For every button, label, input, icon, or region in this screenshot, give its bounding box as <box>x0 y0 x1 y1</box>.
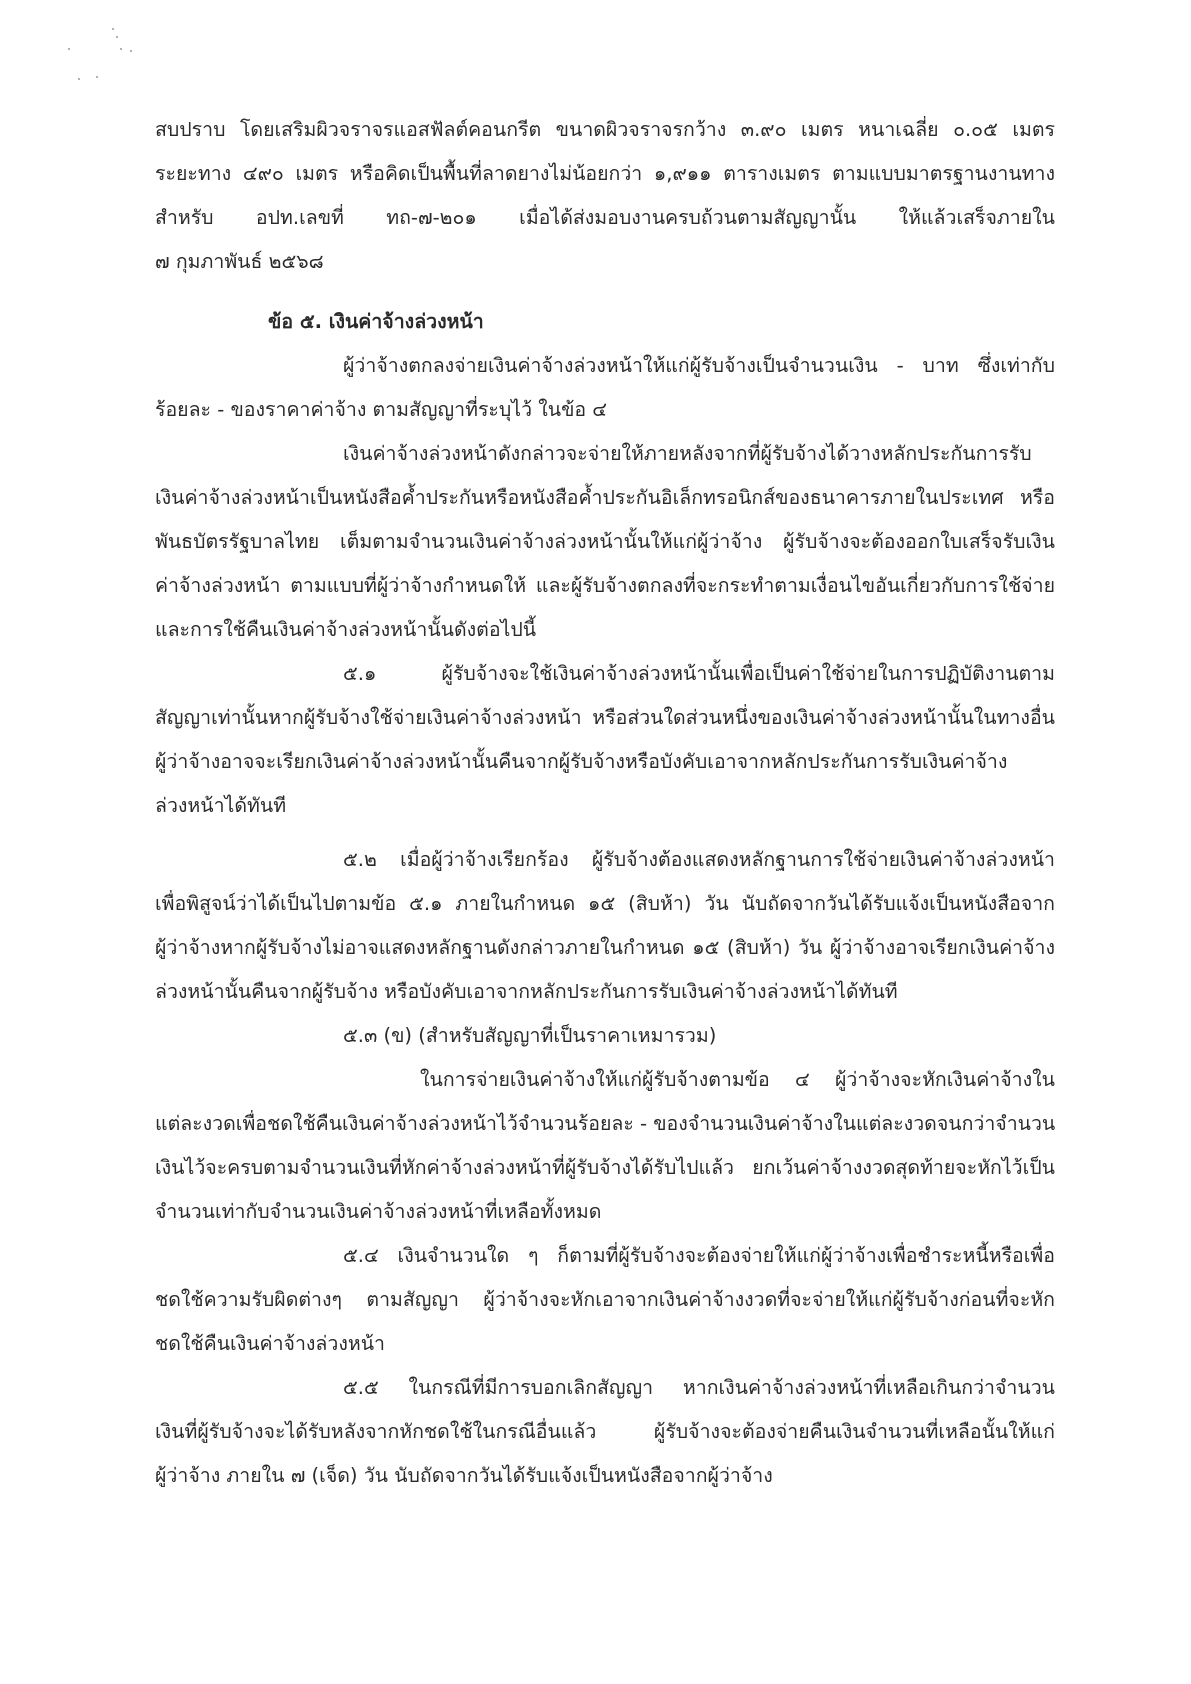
text-line: ๕.๒ เมื่อผู้ว่าจ้างเรียกร้อง ผู้รับจ้างต้องแสดงหลักฐานการใช้จ่ายเงินค่าจ้างล่วงหน้า <box>343 848 1055 871</box>
text-line: ผู้ว่าจ้าง ภายใน ๗ (เจ็ด) วัน นับถัดจากวันได้รับแจ้งเป็นหนังสือจากผู้ว่าจ้าง <box>155 1464 773 1487</box>
text-line: เงินไว้จะครบตามจำนวนเงินที่หักค่าจ้างล่วงหน้าที่ผู้รับจ้างได้รับไปแล้ว ยกเว้นค่าจ้างงวดสุดท้ายจะหักไว้เป็น <box>155 1156 1055 1179</box>
text-line: และการใช้คืนเงินค่าจ้างล่วงหน้านั้นดังต่อไปนี้ <box>155 618 537 641</box>
text-line: ๕.๕ ในกรณีที่มีการบอกเลิกสัญญา หากเงินค่าจ้างล่วงหน้าที่เหลือเกินกว่าจำนวน <box>343 1376 1055 1399</box>
text-line: ระยะทาง ๔๙๐ เมตร หรือคิดเป็นพื้นที่ลาดยางไม่น้อยกว่า ๑,๙๑๑ ตารางเมตร ตามแบบมาตรฐานงานทาง <box>155 162 1055 185</box>
text-line: เงินค่าจ้างล่วงหน้าเป็นหนังสือค้ำประกันหรือหนังสือค้ำประกันอิเล็กทรอนิกส์ของธนาคารภายในประเทศ หรือ <box>155 486 1055 509</box>
text-line: สบปราบ โดยเสริมผิวจราจรแอสฟัลต์คอนกรีต ขนาดผิวจราจรกว้าง ๓.๙๐ เมตร หนาเฉลี่ย ๐.๐๕ เมตร <box>155 118 1055 141</box>
text-line: ในการจ่ายเงินค่าจ้างให้แก่ผู้รับจ้างตามข้อ ๔ ผู้ว่าจ้างจะหักเงินค่าจ้างใน <box>420 1068 1055 1091</box>
text-line: ร้อยละ - ของราคาค่าจ้าง ตามสัญญาที่ระบุไว้ ในข้อ ๔ <box>155 398 608 421</box>
text-line: ผู้ว่าจ้างตกลงจ่ายเงินค่าจ้างล่วงหน้าให้แก่ผู้รับจ้างเป็นจำนวนเงิน - บาท ซึ่งเท่ากับ <box>343 354 1055 377</box>
clause-heading: ข้อ ๕. เงินค่าจ้างล่วงหน้า <box>268 310 484 333</box>
scan-marks <box>60 20 160 90</box>
clause-title: ๕.๓ (ข) (สำหรับสัญญาที่เป็นราคาเหมารวม) <box>343 1024 717 1047</box>
text-line: ๗ กุมภาพันธ์ ๒๕๖๘ <box>155 250 324 273</box>
text-line: แต่ละงวดเพื่อชดใช้คืนเงินค่าจ้างล่วงหน้าไว้จำนวนร้อยละ - ของจำนวนเงินค่าจ้างในแต่ละงวดจนกว่าจำนวน <box>155 1112 1056 1135</box>
text-line: ผู้ว่าจ้างหากผู้รับจ้างไม่อาจแสดงหลักฐานดังกล่าวภายในกำหนด ๑๕ (สิบห้า) วัน ผู้ว่าจ้างอาจเรียกเงินค่าจ้าง <box>155 936 1055 959</box>
text-line: ๕.๑ ผู้รับจ้างจะใช้เงินค่าจ้างล่วงหน้านั้นเพื่อเป็นค่าใช้จ่ายในการปฏิบัติงานตาม <box>343 662 1055 685</box>
text-line: เงินค่าจ้างล่วงหน้าดังกล่าวจะจ่ายให้ภายหลังจากที่ผู้รับจ้างได้วางหลักประกันการรับ <box>343 442 1032 465</box>
text-line: พันธบัตรรัฐบาลไทย เต็มตามจำนวนเงินค่าจ้างล่วงหน้านั้นให้แก่ผู้ว่าจ้าง ผู้รับจ้างจะต้องออกใบเสร็จรับเงิน <box>155 530 1055 553</box>
text-line: ชดใช้คืนเงินค่าจ้างล่วงหน้า <box>155 1332 385 1355</box>
text-line: ชดใช้ความรับผิดต่างๆ ตามสัญญา ผู้ว่าจ้างจะหักเอาจากเงินค่าจ้างงวดที่จะจ่ายให้แก่ผู้รับจ้างก่อนที่จะหัก <box>155 1288 1055 1311</box>
text-line: ล่วงหน้าได้ทันที <box>155 794 287 817</box>
text-line: ๕.๔ เงินจำนวนใด ๆ ก็ตามที่ผู้รับจ้างจะต้องจ่ายให้แก่ผู้ว่าจ้างเพื่อชำระหนี้หรือเพื่อ <box>343 1244 1055 1267</box>
text-line: จำนวนเท่ากับจำนวนเงินค่าจ้างล่วงหน้าที่เหลือทั้งหมด <box>155 1200 602 1223</box>
text-line: ผู้ว่าจ้างอาจจะเรียกเงินค่าจ้างล่วงหน้านั้นคืนจากผู้รับจ้างหรือบังคับเอาจากหลักประกันการรับเงินค่าจ้าง <box>155 750 1008 773</box>
text-line: เงินที่ผู้รับจ้างจะได้รับหลังจากหักชดใช้ในกรณีอื่นแล้ว ผู้รับจ้างจะต้องจ่ายคืนเงินจำนวนที่เหลือนั้นให้แก่ <box>155 1420 1055 1443</box>
text-line: ค่าจ้างล่วงหน้า ตามแบบที่ผู้ว่าจ้างกำหนดให้ และผู้รับจ้างตกลงที่จะกระทำตามเงื่อนไขอันเกี่ยวกับการใช้จ่าย <box>155 574 1055 597</box>
text-line: สำหรับ อปท.เลขที่ ทถ-๗-๒๐๑ เมื่อได้ส่งมอบงานครบถ้วนตามสัญญานั้น ให้แล้วเสร็จภายใน <box>155 206 1055 229</box>
text-line: ล่วงหน้านั้นคืนจากผู้รับจ้าง หรือบังคับเอาจากหลักประกันการรับเงินค่าจ้างล่วงหน้าได้ทันที <box>155 980 898 1003</box>
text-line: เพื่อพิสูจน์ว่าได้เป็นไปตามข้อ ๕.๑ ภายในกำหนด ๑๕ (สิบห้า) วัน นับถัดจากวันได้รับแจ้งเป็นหนังสือจาก <box>155 892 1055 915</box>
text-line: สัญญาเท่านั้นหากผู้รับจ้างใช้จ่ายเงินค่าจ้างล่วงหน้า หรือส่วนใดส่วนหนึ่งของเงินค่าจ้างล่วงหน้านั้นในทางอื่น <box>155 706 1055 729</box>
